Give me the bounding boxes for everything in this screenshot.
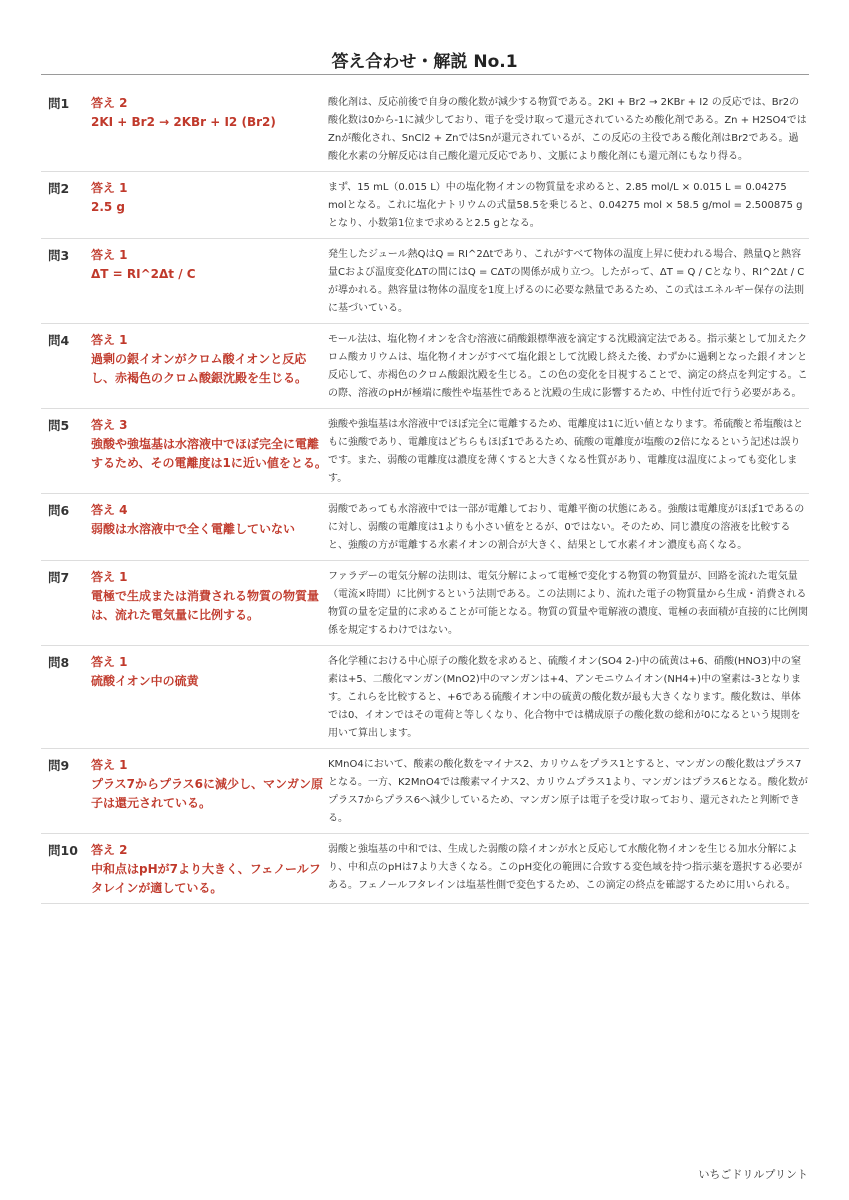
question-number: 問2 (48, 181, 70, 196)
answer-label: 答え 4 (91, 503, 128, 517)
answer-label: 答え 1 (91, 181, 128, 195)
answer-label: 答え 1 (91, 570, 128, 584)
answer-row (41, 646, 809, 749)
answer-block (91, 756, 327, 828)
answer-block (91, 568, 327, 640)
answer-label: 答え 1 (91, 333, 128, 347)
answer-row (41, 324, 809, 409)
answer-label: 答え 2 (91, 96, 128, 110)
answer-block (91, 331, 327, 403)
explanation-text: 弱酸と強塩基の中和では、生成した弱酸の陰イオンが水と反応して水酸化物イオンを生じる加水分解により、中和点のpHは7より大きくなる。このpH変化の範囲に合致する変色域を持つ指示薬を選択する必要がある。フェノールフタレインは塩基性側で変色するため、この滴定の終点を確認するために用いられる。 (328, 844, 803, 891)
question-number: 問4 (48, 333, 70, 348)
answer-text: 中和点はpHが7より大きく、フェノールフタレインが適している。 (91, 862, 321, 895)
question-number: 問7 (48, 570, 70, 585)
explanation-text: まず、15 mL（0.015 L）中の塩化物イオンの物質量を求めると、2.85 mol/L × 0.015 L = 0.04275 molとなる。これに塩化ナトリウムの式量58.5を乗じると、0.04275 mol × 58.5 g/mol = 2.500875 gとなり、小数第1位まで求めると2.5 gとなる。 (328, 182, 803, 229)
answer-text: プラス7からプラス6に減少し、マンガン原子は還元されている。 (91, 777, 323, 810)
answer-row (41, 494, 809, 561)
question-number: 問3 (48, 248, 70, 263)
question-number: 問6 (48, 503, 70, 518)
answer-text: 2KI + Br2 → 2KBr + I2 (Br2) (91, 115, 276, 129)
question-number: 問5 (48, 418, 70, 433)
answer-label: 答え 1 (91, 248, 128, 262)
answer-text: 硫酸イオン中の硫黄 (91, 674, 199, 688)
explanation-text: KMnO4において、酸素の酸化数をマイナス2、カリウムをプラス1とすると、マンガンの酸化数はプラス7となる。一方、K2MnO4では酸素マイナス2、カリウムプラス1より、マンガンはプラス6となる。酸化数がプラス7からプラス6へ減少しているため、マンガン原子は電子を受け取っており、還元されたと判断できる。 (328, 759, 808, 824)
answer-label: 答え 1 (91, 655, 128, 669)
answer-text: 強酸や強塩基は水溶液中でほぼ完全に電離するため、その電離度は1に近い値をとる。 (91, 437, 327, 470)
answer-row (41, 834, 809, 904)
explanation-text: 各化学種における中心原子の酸化数を求めると、硫酸イオン(SO4 2-)中の硫黄は+6、硝酸(HNO3)中の窒素は+5、二酸化マンガン(MnO2)中のマンガンは+4、アンモニウムイオン(NH4+)中の窒素は-3となります。これらを比較すると、+6である硫酸イオン中の硫黄の酸化数が最も大きくなります。酸化数は、単体では0、イオンではその電荷と等しくなり、化合物中では構成原子の酸化数の総和が0になるという規則を用いて算出します。 (328, 656, 802, 739)
answer-block (91, 841, 327, 898)
answer-text: 2.5 g (91, 200, 126, 214)
question-number: 問9 (48, 758, 70, 773)
question-number: 問8 (48, 655, 70, 670)
answer-text: 電極で生成または消費される物質の物質量は、流れた電気量に比例する。 (91, 589, 320, 622)
answer-row (41, 409, 809, 494)
explanation-text: モール法は、塩化物イオンを含む溶液に硝酸銀標準液を滴定する沈殿滴定法である。指示薬として加えたクロム酸カリウムは、塩化物イオンがすべて塩化銀として沈殿し終えた後、わずかに過剰となった銀イオンと反応して、赤褐色のクロム酸銀沈殿を生じる。この色の変化を目視することで、滴定の終点を判定する。この際、溶液のpHが極端に酸性や塩基性であると沈殿の生成に影響するため、中性付近で行う必要がある。 (328, 334, 808, 399)
answer-block (91, 501, 327, 555)
footer-brand: いちごドリルプリント (698, 1168, 808, 1181)
answer-row (41, 749, 809, 834)
title-divider (41, 74, 809, 75)
answer-text: 過剰の銀イオンがクロム酸イオンと反応し、赤褐色のクロム酸銀沈殿を生じる。 (91, 352, 308, 385)
answer-block (91, 653, 327, 743)
answer-block (91, 179, 327, 233)
answer-row (41, 561, 809, 646)
answer-label: 答え 1 (91, 758, 128, 772)
answer-block (91, 94, 327, 166)
explanation-text: 発生したジュール熱QはQ = RI^2Δtであり、これがすべて物体の温度上昇に使われる場合、熱量Qと熱容量Cおよび温度変化ΔTの間にはQ = CΔTの関係が成り立つ。したがって、ΔT = Q / Cとなり、RI^2Δt / Cが導かれる。熱容量は物体の温度を1度上げるのに必要な熱量であるため、この式はエネルギー保存の法則に基づいている。 (328, 249, 805, 314)
answer-text: ΔT = RI^2Δt / C (91, 267, 196, 281)
answer-text: 弱酸は水溶液中で全く電離していない (91, 522, 296, 536)
question-number: 問1 (48, 96, 70, 111)
answer-block (91, 246, 327, 318)
answer-label: 答え 3 (91, 418, 128, 432)
answer-row (41, 239, 809, 324)
answer-list (41, 87, 809, 904)
question-number: 問10 (48, 843, 78, 858)
answer-block (91, 416, 327, 488)
answer-row (41, 172, 809, 239)
answer-row (41, 87, 809, 172)
page-title: 答え合わせ・解説 No.1 (331, 52, 518, 72)
explanation-text: 酸化剤は、反応前後で自身の酸化数が減少する物質である。2KI + Br2 → 2KBr + I2 の反応では、Br2の酸化数は0から-1に減少しており、電子を受け取って還元されているため酸化剤である。Zn + H2SO4ではZnが酸化され、SnCl2 + ZnではSnが還元されているが、この反応の主役である酸化剤はBr2である。過酸化水素の分解反応は自己酸化還元反応であり、文脈により酸化剤にも還元剤にもなり得る。 (328, 97, 807, 162)
explanation-text: 強酸や強塩基は水溶液中でほぼ完全に電離するため、電離度は1に近い値となります。希硫酸と希塩酸はともに強酸であり、電離度はどちらもほぼ1であるため、硫酸の電離度が塩酸の2倍になるという記述は誤りです。また、弱酸の電離度は濃度を薄くすると大きくなる性質があり、電離度は温度によっても変化します。 (328, 419, 804, 484)
explanation-text: ファラデーの電気分解の法則は、電気分解によって電極で変化する物質の物質量が、回路を流れた電気量（電流×時間）に比例するという法則である。この法則により、流れた電子の物質量から生成・消費される物質の量を定量的に求めることが可能となる。物質の質量や電解液の濃度、電極の表面積が直接的に比例関係を規定するわけではない。 (328, 571, 808, 636)
answer-label: 答え 2 (91, 843, 128, 857)
explanation-text: 弱酸であっても水溶液中では一部が電離しており、電離平衡の状態にある。強酸は電離度がほぼ1であるのに対し、弱酸の電離度は1よりも小さい値をとるが、0ではない。そのため、同じ濃度の溶液を比較すると、強酸の方が電離する水素イオンの割合が大きく、結果として水素イオン濃度も高くなる。 (328, 504, 805, 551)
